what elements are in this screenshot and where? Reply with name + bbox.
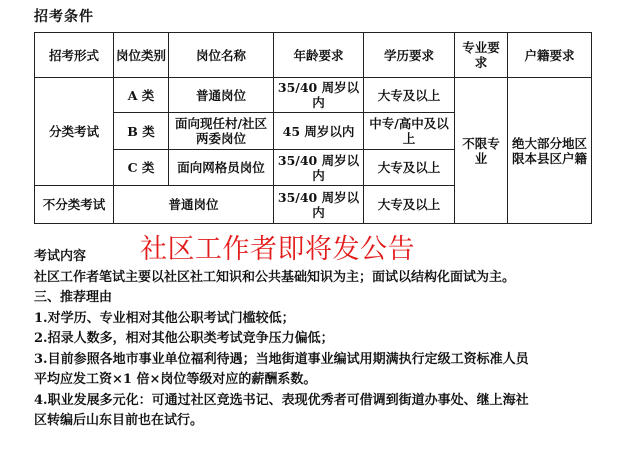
list-item-continuation: 区转编后山东目前也在试行。 (34, 413, 204, 428)
list-item: 1.对学历、专业相对其他公职考试门槛较低； (34, 310, 295, 326)
category-cell: A 类 (114, 78, 169, 113)
category-cell: B 类 (114, 113, 169, 150)
table-row (35, 78, 592, 113)
article-body (34, 247, 614, 432)
education-cell: 大专及以上 (364, 78, 455, 113)
category-cell: C 类 (114, 150, 169, 186)
education-cell: 大专及以上 (364, 186, 455, 224)
subheading-reasons: 三、推荐理由 (34, 290, 113, 305)
header-cell: 学历要求 (364, 33, 455, 78)
education-cell: 大专及以上 (364, 150, 455, 186)
exam-form-cell: 分类考试 (35, 78, 114, 186)
section-title: 招考条件 (34, 9, 94, 25)
header-cell: 招考形式 (35, 33, 114, 78)
list-item: 3.目前参照各地市事业单位福利待遇；当地街道事业编试用期满执行定级工资标准人员 (34, 351, 529, 367)
subheading-exam-content: 考试内容 (34, 249, 87, 264)
requirements-table (34, 32, 592, 224)
header-cell: 年龄要求 (274, 33, 364, 78)
table-header-row (35, 33, 592, 78)
position-cell: 面向网格员岗位 (169, 150, 274, 186)
age-cell: 45 周岁以内 (274, 113, 364, 150)
age-cell: 35/40 周岁以内 (274, 186, 364, 224)
education-cell: 中专/高中及以上 (364, 113, 455, 150)
header-cell: 专业要求 (455, 33, 508, 78)
list-item-continuation: 平均应发工资×1 倍×岗位等级对应的薪酬系数。 (34, 372, 317, 387)
paragraph: 社区工作者笔试主要以社区社工知识和公共基础知识为主；面试以结构化面试为主。 (34, 269, 516, 285)
position-cell: 普通岗位 (169, 78, 274, 113)
exam-form-cell: 不分类考试 (35, 186, 114, 224)
position-cell: 普通岗位 (114, 186, 274, 224)
position-cell: 面向现任村/社区两委岗位 (169, 113, 274, 150)
header-cell: 户籍要求 (508, 33, 592, 78)
major-cell: 不限专业 (455, 78, 508, 224)
list-item: 4.职业发展多元化：可通过社区竞选书记、表现优秀者可借调到街道办事处、继上海社 (34, 392, 529, 408)
header-cell: 岗位类别 (114, 33, 169, 78)
header-cell: 岗位名称 (169, 33, 274, 78)
announcement-banner: 社区工作者即将发公告 (140, 234, 415, 265)
age-cell: 35/40 周岁以内 (274, 150, 364, 186)
age-cell: 35/40 周岁以内 (274, 78, 364, 113)
list-item: 2.招录人数多，相对其他公职类考试竞争压力偏低； (34, 331, 334, 346)
hukou-cell: 绝大部分地区限本县区户籍 (508, 78, 592, 224)
